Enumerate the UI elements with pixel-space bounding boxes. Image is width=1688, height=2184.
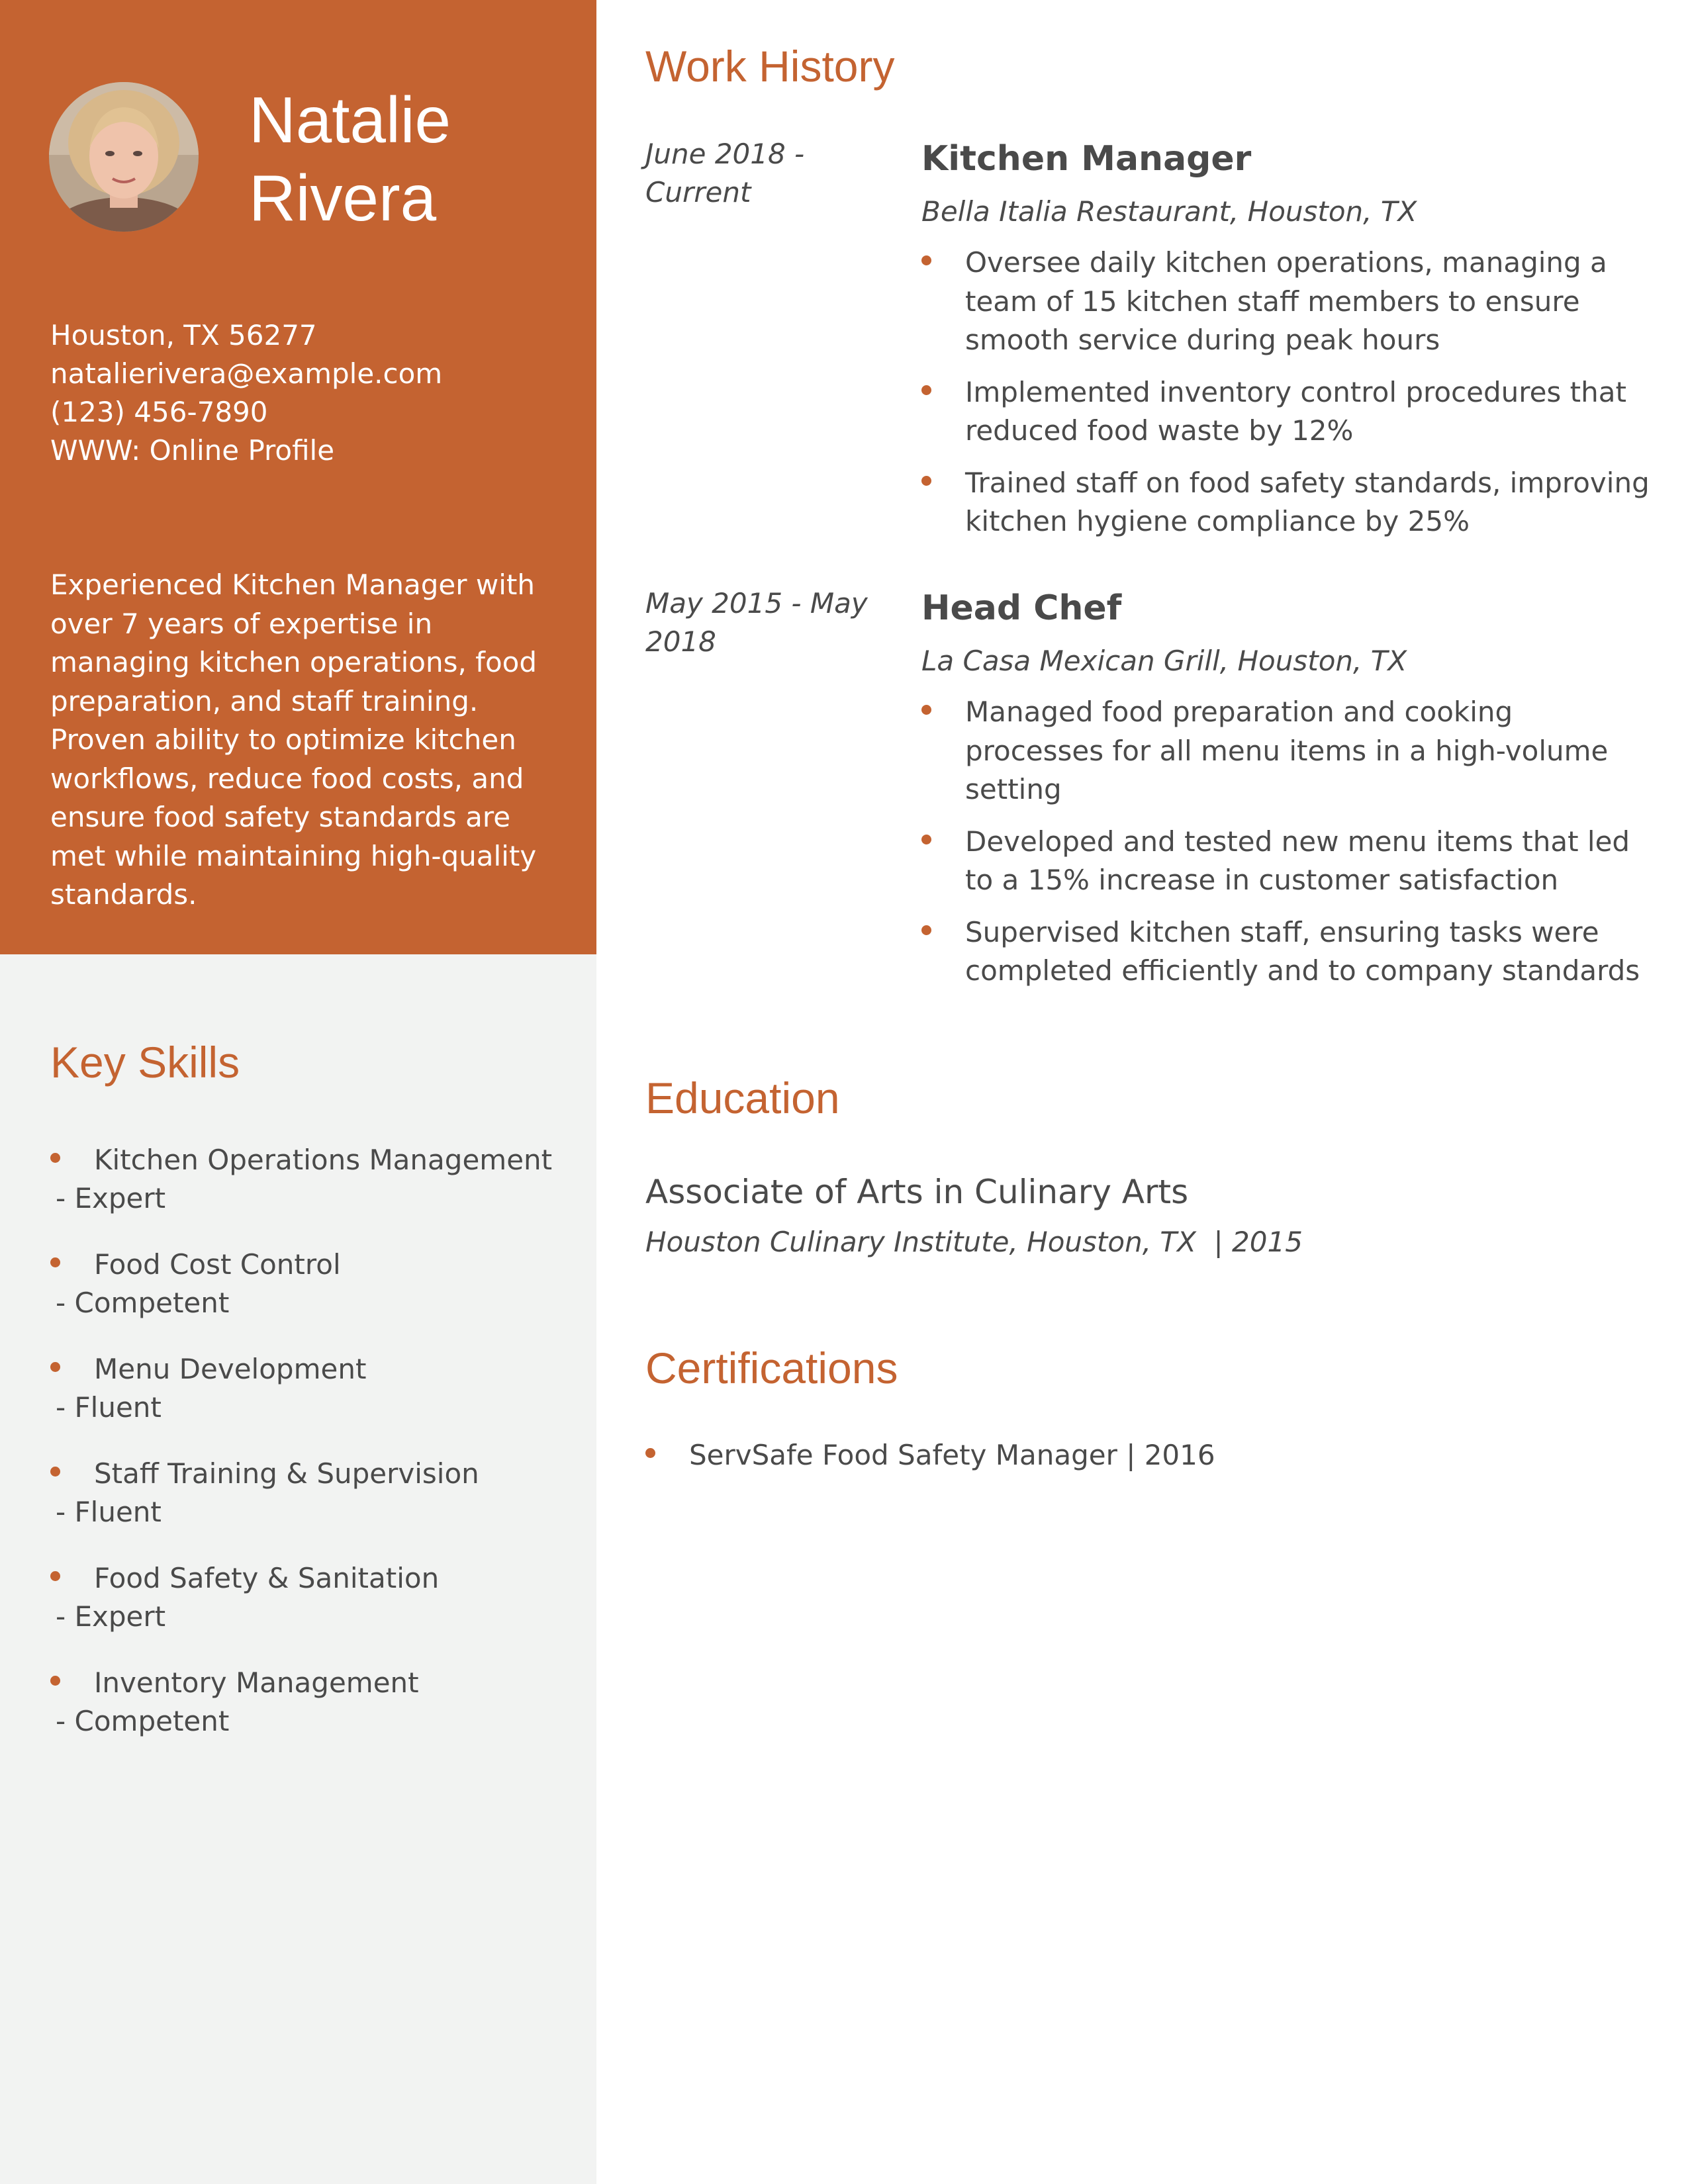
responsibility-text: Managed food preparation and cooking processes for all menu items in a high-volume setting (965, 696, 1609, 805)
skill-item (50, 1455, 580, 1559)
bullet-icon (50, 1153, 60, 1163)
work-history-heading: Work History (645, 42, 895, 91)
bullet-icon (50, 1257, 60, 1267)
skill-name: Inventory Management (94, 1666, 419, 1699)
last-name: Rivera (249, 161, 437, 234)
skills-list (50, 1141, 580, 1768)
degree-title: Associate of Arts in Culinary Arts (645, 1173, 1189, 1211)
certifications-list (645, 1436, 1215, 1475)
skill-name: Staff Training & Supervision (94, 1457, 479, 1490)
skill-level: - Expert (56, 1182, 166, 1214)
bullet-icon (921, 835, 931, 844)
skill-level: - Expert (56, 1600, 166, 1633)
contact-email[interactable]: natalierivera@example.com (50, 357, 443, 390)
bullet-icon (50, 1362, 60, 1372)
first-name: Natalie (249, 83, 451, 156)
responsibility-item (921, 373, 1656, 451)
skill-level: - Competent (56, 1705, 230, 1737)
bullet-icon (921, 255, 931, 265)
skill-level: - Competent (56, 1287, 230, 1319)
responsibility-item (921, 913, 1656, 991)
responsibility-text: Oversee daily kitchen operations, managing a team of 15 kitchen staff members to ensure smooth service during peak hours (965, 246, 1607, 356)
certification-text: ServSafe Food Safety Manager | 2016 (689, 1439, 1215, 1471)
skill-name: Food Safety & Sanitation (94, 1562, 440, 1594)
certifications-heading: Certifications (645, 1343, 898, 1392)
job-dates: May 2015 - May 2018 (645, 587, 868, 658)
skill-item (50, 1141, 580, 1246)
school-info: Houston Culinary Institute, Houston, TX | 2015 (645, 1226, 1303, 1258)
skill-level: - Fluent (56, 1496, 162, 1528)
bullet-icon (921, 925, 931, 935)
bullet-icon (645, 1448, 655, 1458)
contact-website[interactable]: WWW: Online Profile (50, 434, 335, 467)
bullet-icon (50, 1467, 60, 1477)
skill-name: Menu Development (94, 1353, 367, 1385)
responsibility-item (921, 244, 1656, 360)
responsibility-text: Supervised kitchen staff, ensuring tasks were completed efficiently and to company standards (965, 915, 1640, 987)
responsibility-text: Implemented inventory control procedures that reduced food waste by 12% (965, 375, 1626, 447)
bullet-icon (50, 1676, 60, 1686)
contact-phone[interactable]: (123) 456-7890 (50, 396, 268, 428)
responsibility-text: Trained staff on food safety standards, improving kitchen hygiene compliance by 25% (965, 466, 1650, 537)
job-company: La Casa Mexican Grill, Houston, TX (921, 645, 1407, 677)
job-title: Kitchen Manager (921, 139, 1252, 179)
job-title: Head Chef (921, 588, 1122, 628)
responsibility-item (921, 823, 1656, 900)
contact-info (50, 316, 580, 470)
avatar (49, 82, 199, 232)
job-responsibilities (921, 693, 1656, 1004)
sidebar (0, 0, 596, 2184)
profile-header (0, 0, 596, 954)
bullet-icon (921, 385, 931, 395)
skill-level: - Fluent (56, 1391, 162, 1424)
skill-item (50, 1664, 580, 1768)
candidate-name (249, 81, 580, 237)
bullet-icon (921, 476, 931, 486)
responsibility-item (921, 464, 1656, 541)
job-responsibilities (921, 244, 1656, 555)
job-dates: June 2018 - Current (645, 138, 805, 208)
portrait-photo-icon (49, 82, 199, 232)
contact-address: Houston, TX 56277 (50, 319, 317, 351)
skill-item (50, 1559, 580, 1664)
skill-name: Food Cost Control (94, 1248, 341, 1281)
bullet-icon (50, 1571, 60, 1581)
professional-summary: Experienced Kitchen Manager with over 7 years of expertise in managing kitchen operations, food preparation, and staff training. Proven ability to optimize kitchen workflows, reduce food costs, and ensure food safety standards are met while maintaining high-quality standards. (50, 569, 538, 911)
skill-item (50, 1246, 580, 1350)
responsibility-text: Developed and tested new menu items that led to a 15% increase in customer satisfaction (965, 825, 1630, 896)
bullet-icon (921, 705, 931, 715)
skills-heading: Key Skills (50, 1038, 240, 1087)
skill-item (50, 1350, 580, 1455)
certification-item (645, 1436, 1215, 1475)
job-company: Bella Italia Restaurant, Houston, TX (921, 195, 1417, 228)
responsibility-item (921, 693, 1656, 809)
education-heading: Education (645, 1073, 840, 1122)
skill-name: Kitchen Operations Management (94, 1144, 553, 1176)
